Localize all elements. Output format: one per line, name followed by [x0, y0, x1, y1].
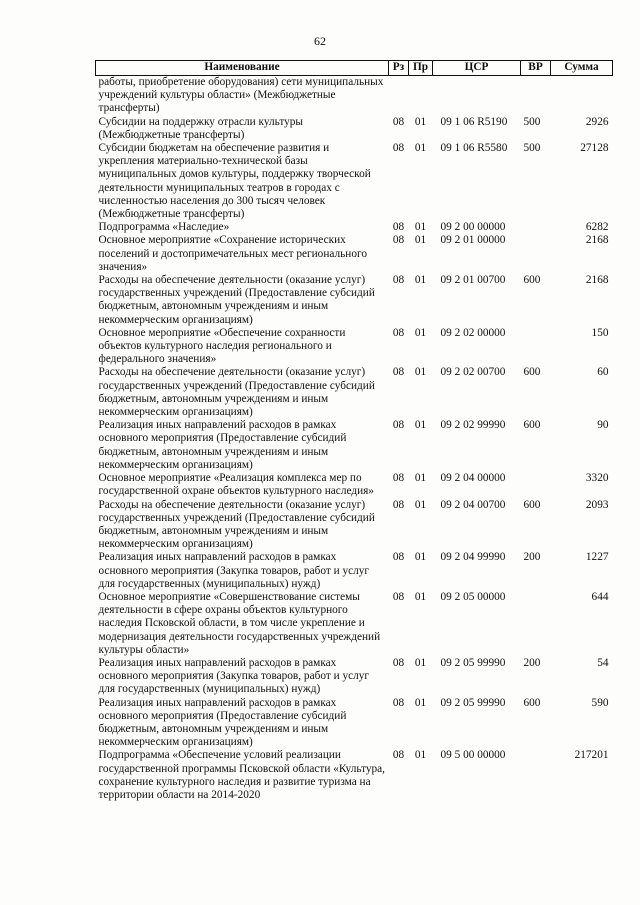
cell-csr: [433, 76, 521, 116]
cell-sum: 2168: [585, 274, 609, 287]
header-csr: ЦСР: [433, 61, 521, 76]
cell-pr: 01: [414, 326, 427, 339]
cell-pr: [409, 76, 433, 116]
cell-vr: [521, 221, 551, 234]
cell-pr: 01: [414, 551, 427, 564]
cell-sum: 6282: [585, 221, 609, 234]
cell-pr: 01: [414, 221, 427, 234]
table-row: [96, 76, 613, 116]
cell-name: Основное мероприятие «Обеспечение сохранности объектов культурного наследия регионального и федерального значения»: [98, 326, 346, 366]
cell-csr: 09 2 01 00700: [440, 274, 506, 287]
cell-rz: 08: [392, 551, 405, 564]
cell-vr: [521, 749, 551, 802]
header-name: Наименование: [96, 61, 389, 76]
cell-vr: [521, 234, 551, 274]
cell-vr: [521, 327, 551, 367]
cell-name: Основное мероприятие «Реализация комплекса мер по государственной охране объектов культурного наследия»: [98, 472, 374, 498]
cell-sum: [551, 76, 613, 116]
cell-vr: 600: [523, 498, 541, 511]
table-row: [96, 749, 613, 802]
cell-rz: [389, 76, 409, 116]
cell-pr: 01: [414, 656, 427, 669]
cell-sum: 2168: [585, 234, 609, 247]
cell-sum: 2926: [585, 115, 609, 128]
cell-vr: 200: [523, 551, 541, 564]
cell-vr: [521, 591, 551, 657]
table-row: [96, 142, 613, 221]
table-row: [96, 221, 613, 234]
cell-csr: 09 2 04 99990: [440, 551, 506, 564]
page-number: 62: [314, 34, 326, 48]
cell-name: Реализация иных направлений расходов в рамках основного мероприятия (Закупка товаров, работ и услуг для государственных (муниципальных) нужд): [98, 656, 370, 696]
cell-vr: [521, 472, 551, 498]
cell-vr: 500: [523, 115, 541, 128]
table-row: [96, 591, 613, 657]
cell-vr: 200: [523, 656, 541, 669]
table-header: [96, 61, 613, 76]
cell-sum: 217201: [574, 749, 609, 762]
cell-csr: 09 2 05 99990: [440, 656, 506, 669]
cell-csr: 09 2 04 00700: [440, 498, 506, 511]
cell-rz: 08: [392, 142, 405, 155]
cell-csr: 09 5 00 00000: [440, 749, 506, 762]
cell-pr: 01: [414, 115, 427, 128]
cell-name: Субсидии бюджетам на обеспечение развития и укрепления материально-технической базы муниципальных домов культуры, поддержку творческой деятельности муниципальных театров в городах с численностью населения до 300 тысяч человек (Межбюджетные трансферты): [98, 142, 371, 221]
cell-name: Реализация иных направлений расходов в рамках основного мероприятия (Предоставление субсидий бюджетным, автономным учреждениям и иным некоммерческим организациям): [98, 696, 347, 749]
cell-pr: 01: [414, 696, 427, 709]
header-pr: Пр: [409, 61, 433, 76]
table-row: [96, 697, 613, 750]
header-rz: Рз: [389, 61, 409, 76]
budget-table: [95, 60, 613, 802]
cell-csr: 09 1 06 R5190: [440, 115, 508, 128]
cell-sum: 644: [591, 590, 609, 603]
header-sum: Сумма: [551, 61, 613, 76]
cell-rz: 08: [392, 749, 405, 762]
cell-vr: 600: [523, 419, 541, 432]
cell-sum: 3320: [585, 472, 609, 485]
cell-rz: 08: [392, 274, 405, 287]
cell-name: Реализация иных направлений расходов в рамках основного мероприятия (Предоставление субсидий бюджетным, автономным учреждениям и иным некоммерческим организациям): [98, 419, 347, 471]
cell-pr: 01: [414, 590, 427, 603]
cell-name: Подпрограмма «Наследие»: [98, 221, 230, 234]
cell-pr: 01: [414, 142, 427, 155]
cell-rz: 08: [392, 326, 405, 339]
cell-csr: 09 2 05 00000: [440, 590, 506, 603]
table-row: [96, 274, 613, 327]
cell-sum: 60: [597, 366, 609, 379]
cell-sum: 590: [591, 696, 609, 709]
cell-pr: 01: [414, 274, 427, 287]
table-row: [96, 419, 613, 472]
table-row: [96, 499, 613, 552]
cell-csr: 09 2 02 00700: [440, 366, 506, 379]
cell-sum: 90: [597, 419, 609, 432]
cell-name: Расходы на обеспечение деятельности (оказание услуг) государственных учреждений (Предоставление субсидий бюджетным, автономным учреждениям и иным некоммерческим организациям): [98, 274, 375, 326]
cell-rz: 08: [392, 472, 405, 485]
cell-csr: 09 2 02 99990: [440, 419, 506, 432]
cell-rz: 08: [392, 221, 405, 234]
cell-vr: 600: [523, 366, 541, 379]
cell-name: Основное мероприятие «Сохранение исторических поселений и достопримечательных мест регионального значения»: [98, 234, 367, 273]
cell-csr: 09 1 06 R5580: [440, 142, 508, 155]
cell-name: Расходы на обеспечение деятельности (оказание услуг) государственных учреждений (Предоставление субсидий бюджетным, автономным учреждениям и иным некоммерческим организациям): [98, 366, 375, 419]
cell-sum: 54: [597, 656, 609, 669]
cell-name: Основное мероприятие «Совершенствование системы деятельности в сфере охраны объектов культурного наследия Псковской области, в том числе укрепление и модернизация деятельности государственных учреждений культуры области»: [98, 590, 381, 656]
cell-csr: 09 2 02 00000: [440, 326, 506, 339]
cell-pr: 01: [414, 498, 427, 511]
header-vr: ВР: [521, 61, 551, 76]
cell-vr: 600: [523, 696, 541, 709]
cell-vr: [521, 76, 551, 116]
table-row: [96, 366, 613, 419]
cell-sum: 2093: [585, 498, 609, 511]
table-row: [96, 472, 613, 498]
cell-name: Субсидии на поддержку отрасли культуры (Межбюджетные трансферты): [98, 115, 304, 141]
cell-vr: 600: [523, 274, 541, 287]
cell-sum: 27128: [580, 142, 609, 155]
cell-pr: 01: [414, 749, 427, 762]
cell-csr: 09 2 00 00000: [440, 221, 506, 234]
header-row: [96, 61, 613, 76]
cell-pr: 01: [414, 366, 427, 379]
cell-rz: 08: [392, 498, 405, 511]
cell-rz: 08: [392, 419, 405, 432]
cell-csr: 09 2 01 00000: [440, 234, 506, 247]
cell-pr: 01: [414, 419, 427, 432]
cell-vr: 500: [523, 142, 541, 155]
table-row: [96, 234, 613, 274]
table-row: [96, 327, 613, 367]
cell-rz: 08: [392, 590, 405, 603]
cell-rz: 08: [392, 234, 405, 247]
cell-pr: 01: [414, 472, 427, 485]
table-row: [96, 551, 613, 591]
cell-name: работы, приобретение оборудования) сети муниципальных учреждений культуры области» (Межбюджетные трансферты): [98, 76, 384, 115]
cell-rz: 08: [392, 656, 405, 669]
cell-rz: 08: [392, 115, 405, 128]
cell-name: Расходы на обеспечение деятельности (оказание услуг) государственных учреждений (Предоставление субсидий бюджетным, автономным учреждениям и иным некоммерческим организациям): [98, 498, 375, 551]
cell-pr: 01: [414, 234, 427, 247]
table-row: [96, 657, 613, 697]
cell-name: Реализация иных направлений расходов в рамках основного мероприятия (Закупка товаров, работ и услуг для государственных (муниципальных) нужд): [98, 551, 370, 590]
cell-rz: 08: [392, 366, 405, 379]
cell-csr: 09 2 04 00000: [440, 472, 506, 485]
cell-name: Подпрограмма «Обеспечение условий реализации государственной программы Псковской области «Культура, сохранение культурного наследия и развитие туризма на территории области на 2014-2020: [98, 749, 385, 801]
cell-sum: 150: [591, 326, 609, 339]
table-body: [96, 76, 613, 803]
cell-sum: 1227: [585, 551, 609, 564]
cell-csr: 09 2 05 99990: [440, 696, 506, 709]
table-row: [96, 116, 613, 142]
cell-rz: 08: [392, 696, 405, 709]
